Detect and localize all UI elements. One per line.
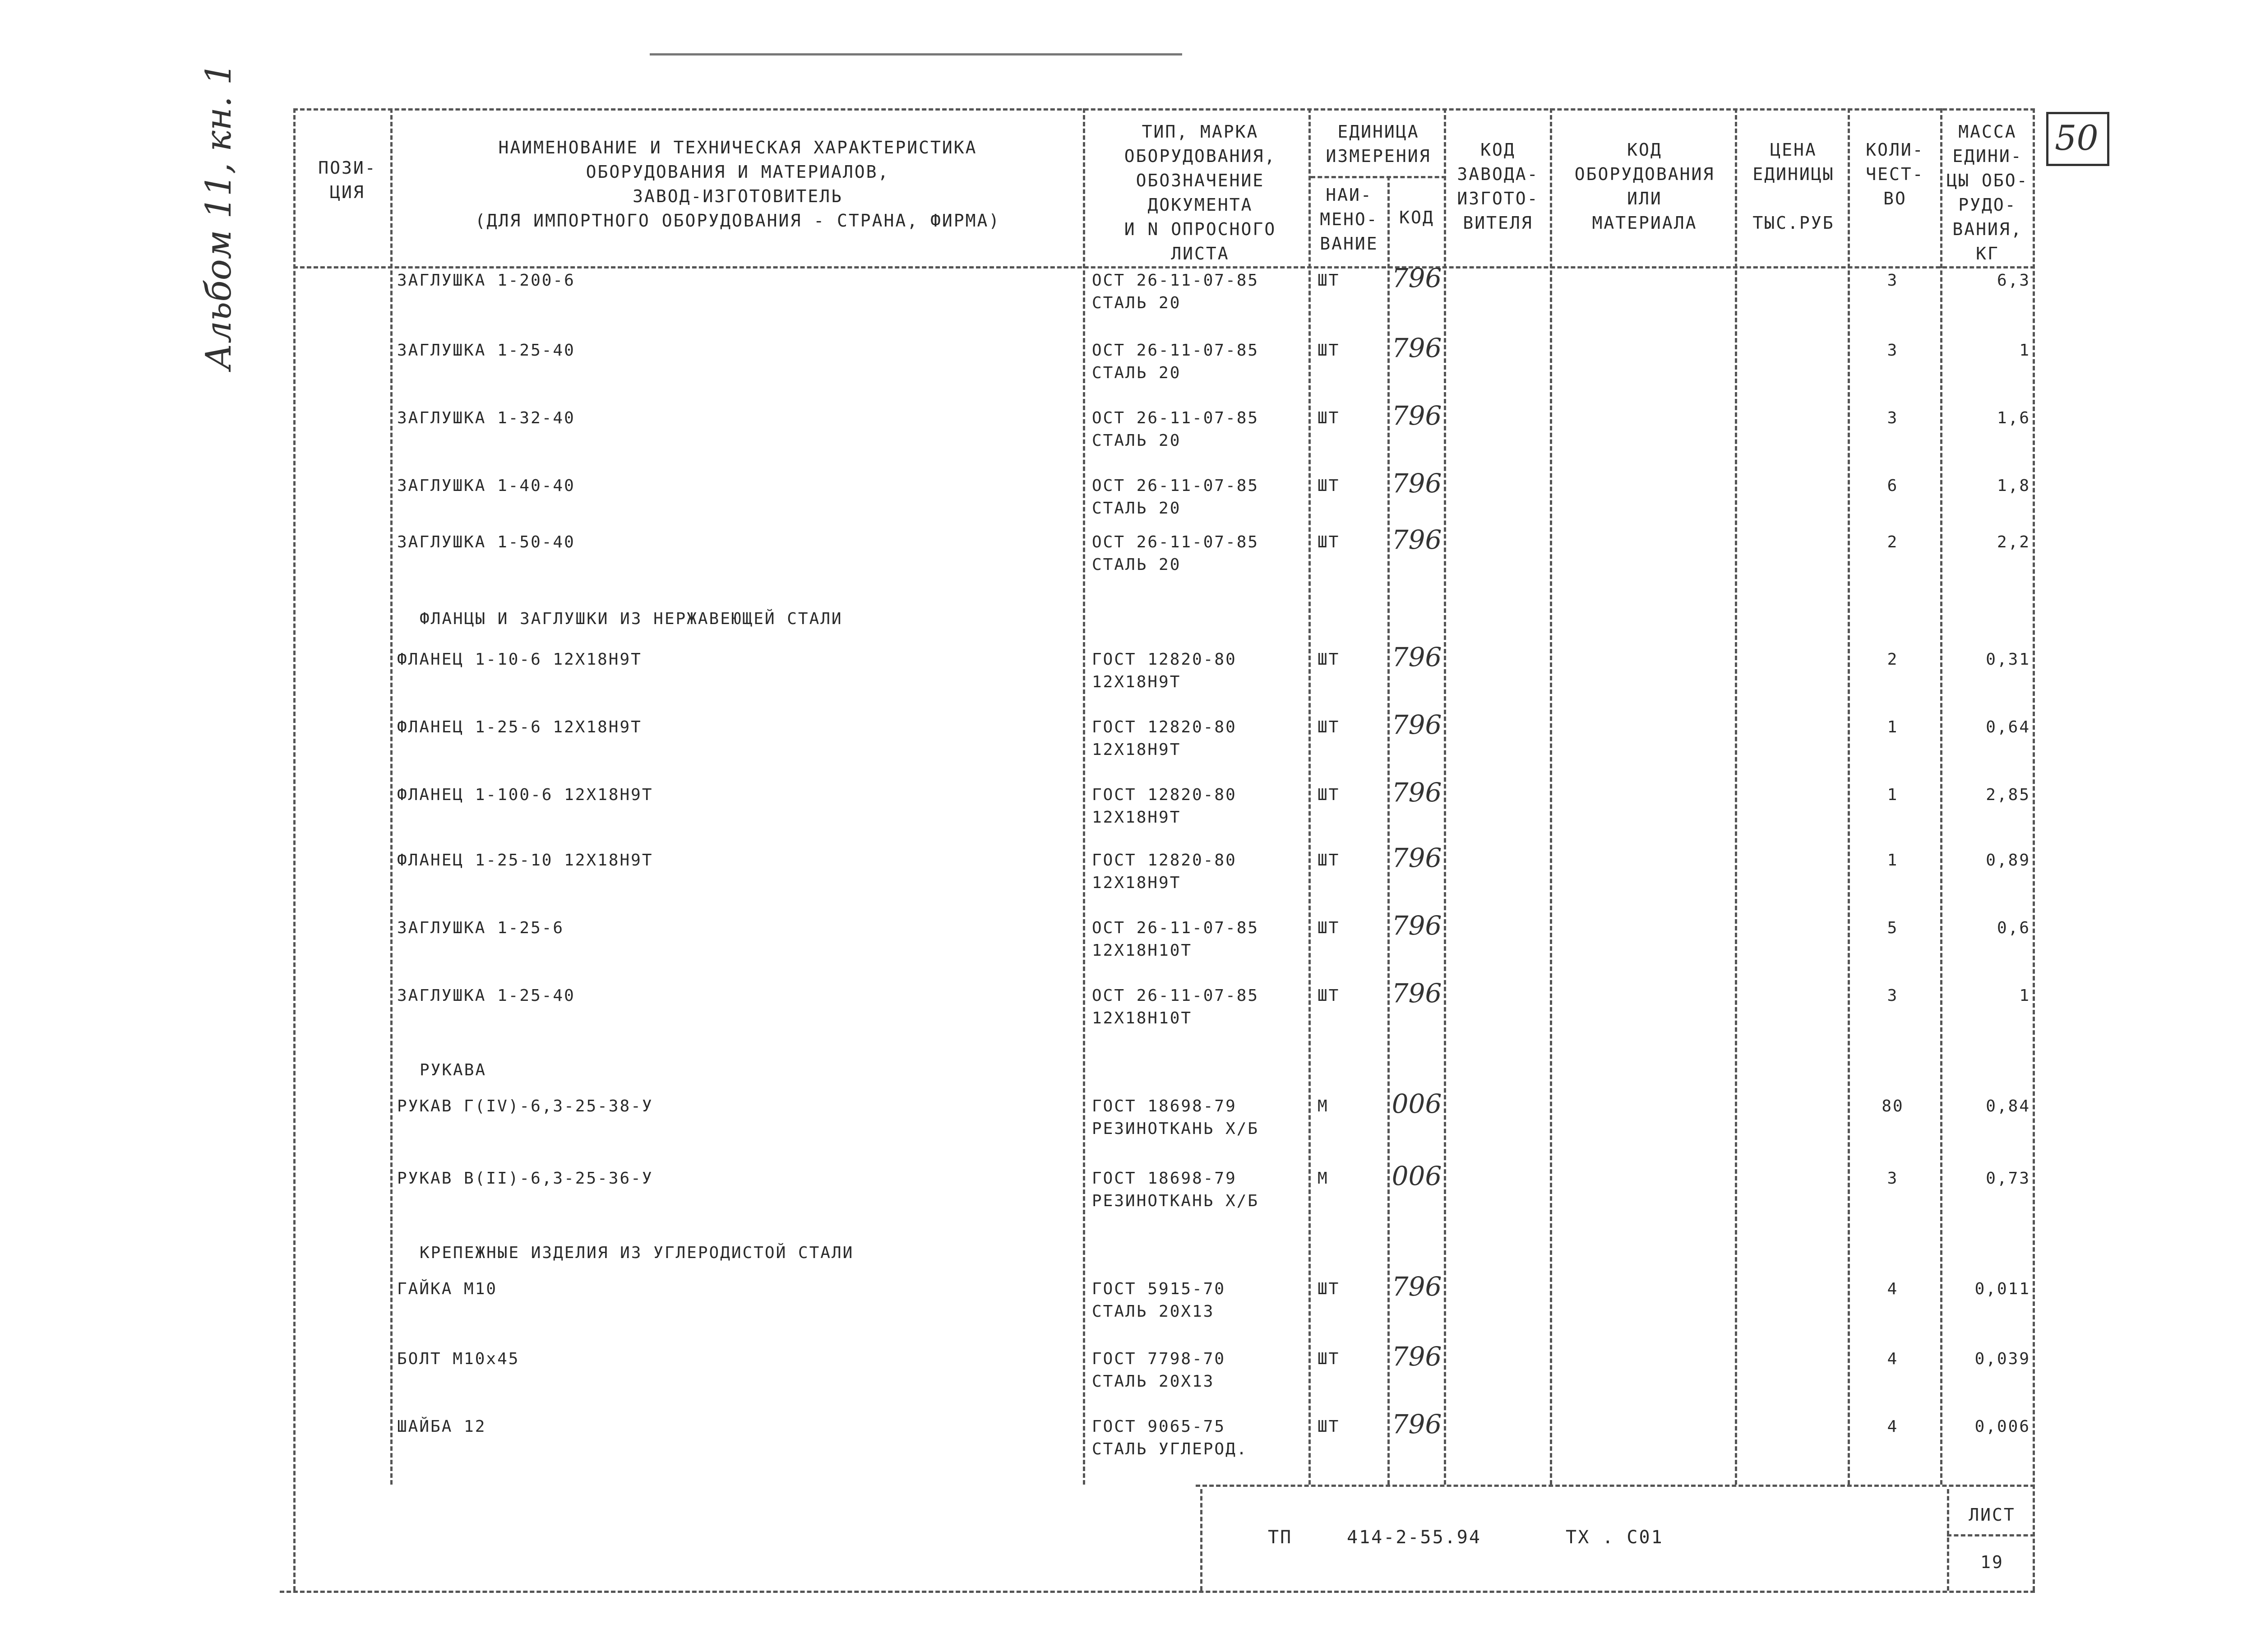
item-name: РУКАВ Г(IV)-6,3-25-38-У bbox=[397, 1097, 653, 1115]
item-unit: ШТ bbox=[1318, 533, 1340, 551]
footer-tx: ТХ . С01 bbox=[1566, 1527, 1664, 1548]
item-unit-code: 796 bbox=[1392, 910, 1442, 941]
col-name-left bbox=[390, 108, 393, 1485]
item-unit: ШТ bbox=[1318, 851, 1340, 870]
item-mass: 0,89 bbox=[1986, 851, 2030, 870]
item-quantity: 1 bbox=[1887, 718, 1899, 736]
item-quantity: 3 bbox=[1887, 1169, 1899, 1188]
item-name: ЗАГЛУШКА 1-200-6 bbox=[397, 271, 575, 290]
item-name: ФЛАНЕЦ 1-10-6 12Х18Н9Т bbox=[397, 650, 642, 669]
item-name: ЗАГЛУШКА 1-32-40 bbox=[397, 409, 575, 427]
item-quantity: 5 bbox=[1887, 919, 1899, 937]
right-border bbox=[2033, 108, 2035, 1591]
item-type-standard: ОСТ 26-11-07-85 bbox=[1092, 409, 1259, 427]
item-unit-code: 796 bbox=[1392, 1341, 1442, 1372]
item-mass: 0,64 bbox=[1986, 718, 2030, 736]
item-type-standard: ОСТ 26-11-07-85 bbox=[1092, 341, 1259, 360]
col-qty-left bbox=[1848, 108, 1850, 1485]
item-unit-code: 796 bbox=[1392, 1409, 1442, 1439]
item-type-standard: ОСТ 26-11-07-85 bbox=[1092, 533, 1259, 551]
item-unit: ШТ bbox=[1318, 477, 1340, 495]
item-mass: 2,85 bbox=[1986, 786, 2030, 804]
item-type-material: СТАЛЬ 20 bbox=[1092, 364, 1181, 382]
item-quantity: 1 bbox=[1887, 786, 1899, 804]
item-type-standard: ГОСТ 7798-70 bbox=[1092, 1350, 1226, 1368]
footer-tp: ТП bbox=[1268, 1527, 1293, 1548]
item-name: ФЛАНЕЦ 1-100-6 12Х18Н9Т bbox=[397, 786, 653, 804]
item-mass: 0,039 bbox=[1974, 1350, 2030, 1368]
album-note: Альбом 11, кн. 1 bbox=[199, 62, 239, 370]
item-quantity: 4 bbox=[1887, 1280, 1899, 1298]
item-unit: М bbox=[1318, 1097, 1329, 1115]
section-title: ФЛАНЦЫ И ЗАГЛУШКИ ИЗ НЕРЖАВЕЮЩЕЙ СТАЛИ bbox=[420, 610, 843, 628]
footer-sheet-number: 19 bbox=[1980, 1552, 2004, 1572]
item-unit-code: 796 bbox=[1392, 468, 1442, 499]
header-type: ТИП, МАРКА ОБОРУДОВАНИЯ, ОБОЗНАЧЕНИЕ ДОКУМЕНТА И N ОПРОСНОГО ЛИСТА bbox=[1124, 122, 1276, 264]
page-badge bbox=[2046, 112, 2109, 166]
item-unit: ШТ bbox=[1318, 650, 1340, 669]
left-border bbox=[293, 108, 296, 1591]
item-mass: 2,2 bbox=[1997, 533, 2030, 551]
col-unit-left bbox=[1308, 108, 1311, 1485]
item-type-material: СТАЛЬ УГЛЕРОД. bbox=[1092, 1440, 1248, 1458]
top-border bbox=[293, 108, 2035, 111]
item-type-standard: ОСТ 26-11-07-85 bbox=[1092, 986, 1259, 1005]
item-name: ГАЙКА М10 bbox=[397, 1280, 498, 1298]
item-type-standard: ГОСТ 12820-80 bbox=[1092, 786, 1237, 804]
header-price: ЦЕНА ЕДИНИЦЫ ТЫС.РУБ bbox=[1752, 140, 1835, 233]
header-plant-code: КОД ЗАВОДА- ИЗГОТО- ВИТЕЛЯ bbox=[1457, 140, 1539, 233]
col-equipment-left bbox=[1550, 108, 1552, 1485]
item-unit: ШТ bbox=[1318, 919, 1340, 937]
item-unit-code: 006 bbox=[1392, 1161, 1442, 1191]
item-name: ФЛАНЕЦ 1-25-10 12Х18Н9Т bbox=[397, 851, 653, 870]
item-type-material: 12Х18Н10Т bbox=[1092, 1009, 1193, 1027]
item-quantity: 3 bbox=[1887, 409, 1899, 427]
item-mass: 0,6 bbox=[1997, 919, 2030, 937]
footer-sheet-label: ЛИСТ bbox=[1969, 1505, 2016, 1525]
item-mass: 6,3 bbox=[1997, 271, 2030, 290]
item-mass: 0,006 bbox=[1974, 1417, 2030, 1436]
item-name: РУКАВ В(II)-6,3-25-36-У bbox=[397, 1169, 653, 1188]
item-unit: ШТ bbox=[1318, 986, 1340, 1005]
item-type-material: СТАЛЬ 20 bbox=[1092, 499, 1181, 518]
header-bottom-border bbox=[293, 266, 2035, 268]
item-mass: 0,73 bbox=[1986, 1169, 2030, 1188]
col-type-left bbox=[1083, 108, 1085, 1485]
item-type-material: 12Х18Н9Т bbox=[1092, 808, 1181, 827]
item-unit: М bbox=[1318, 1169, 1329, 1188]
item-mass: 0,84 bbox=[1986, 1097, 2030, 1115]
item-name: ФЛАНЕЦ 1-25-6 12Х18Н9Т bbox=[397, 718, 642, 736]
unit-divider bbox=[1311, 176, 1446, 178]
item-unit-code: 796 bbox=[1392, 777, 1442, 808]
item-unit-code: 796 bbox=[1392, 400, 1442, 431]
item-name: ЗАГЛУШКА 1-25-40 bbox=[397, 986, 575, 1005]
item-unit: ШТ bbox=[1318, 718, 1340, 736]
item-type-standard: ГОСТ 9065-75 bbox=[1092, 1417, 1226, 1436]
item-unit-code: 796 bbox=[1392, 709, 1442, 740]
item-type-standard: ГОСТ 12820-80 bbox=[1092, 851, 1237, 870]
item-quantity: 3 bbox=[1887, 986, 1899, 1005]
item-unit-code: 796 bbox=[1392, 1271, 1442, 1302]
item-type-standard: ГОСТ 12820-80 bbox=[1092, 718, 1237, 736]
item-type-standard: ГОСТ 12820-80 bbox=[1092, 650, 1237, 669]
header-mass: МАССА ЕДИНИ- ЦЫ ОБО- РУДО- ВАНИЯ, КГ bbox=[1946, 122, 2029, 264]
item-type-material: СТАЛЬ 20 bbox=[1092, 294, 1181, 312]
item-unit-code: 796 bbox=[1392, 978, 1442, 1009]
item-quantity: 1 bbox=[1887, 851, 1899, 870]
col-plant-left bbox=[1444, 108, 1446, 1485]
item-quantity: 2 bbox=[1887, 533, 1899, 551]
header-unit-code: КОД bbox=[1399, 208, 1434, 227]
item-type-material: РЕЗИНОТКАНЬ Х/Б bbox=[1092, 1120, 1259, 1138]
item-type-standard: ОСТ 26-11-07-85 bbox=[1092, 477, 1259, 495]
item-unit-code: 006 bbox=[1392, 1088, 1442, 1119]
header-unit: ЕДИНИЦА ИЗМЕРЕНИЯ bbox=[1326, 122, 1431, 166]
item-type-material: 12Х18Н9Т bbox=[1092, 673, 1181, 691]
item-unit: ШТ bbox=[1318, 786, 1340, 804]
item-mass: 1,8 bbox=[1997, 477, 2030, 495]
header-qty: КОЛИ- ЧЕСТ- ВО bbox=[1866, 140, 1924, 208]
item-unit-code: 796 bbox=[1392, 263, 1442, 293]
item-type-standard: ГОСТ 18698-79 bbox=[1092, 1169, 1237, 1188]
item-quantity: 2 bbox=[1887, 650, 1899, 669]
item-unit: ШТ bbox=[1318, 341, 1340, 360]
item-type-material: СТАЛЬ 20Х13 bbox=[1092, 1302, 1215, 1321]
item-unit-code: 796 bbox=[1392, 524, 1442, 555]
item-unit-code: 796 bbox=[1392, 642, 1442, 672]
item-type-material: РЕЗИНОТКАНЬ Х/Б bbox=[1092, 1192, 1259, 1210]
item-unit: ШТ bbox=[1318, 1280, 1340, 1298]
col-price-left bbox=[1735, 108, 1737, 1485]
item-name: ШАЙБА 12 bbox=[397, 1417, 486, 1436]
item-quantity: 80 bbox=[1882, 1097, 1904, 1115]
item-type-material: 12Х18Н9Т bbox=[1092, 874, 1181, 892]
page-badge-number: 50 bbox=[2055, 118, 2099, 158]
item-name: ЗАГЛУШКА 1-25-40 bbox=[397, 341, 575, 360]
item-mass: 1 bbox=[2019, 341, 2030, 360]
item-unit-code: 796 bbox=[1392, 842, 1442, 873]
top-rule bbox=[650, 53, 1182, 56]
item-type-material: 12Х18Н10Т bbox=[1092, 941, 1193, 960]
item-unit-code: 796 bbox=[1392, 333, 1442, 363]
item-name: ЗАГЛУШКА 1-50-40 bbox=[397, 533, 575, 551]
footer-doc-number: 414-2-55.94 bbox=[1347, 1527, 1481, 1548]
stamp-left-border bbox=[1200, 1489, 1202, 1591]
bottom-border bbox=[280, 1591, 2035, 1593]
item-type-material: СТАЛЬ 20 bbox=[1092, 431, 1181, 450]
sheet-divider bbox=[1947, 1534, 2035, 1536]
item-type-standard: ГОСТ 18698-79 bbox=[1092, 1097, 1237, 1115]
sheet-left-border bbox=[1947, 1489, 1949, 1591]
item-mass: 1 bbox=[2019, 986, 2030, 1005]
item-unit: ШТ bbox=[1318, 1350, 1340, 1368]
section-title: КРЕПЕЖНЫЕ ИЗДЕЛИЯ ИЗ УГЛЕРОДИСТОЙ СТАЛИ bbox=[420, 1244, 854, 1262]
item-type-material: СТАЛЬ 20Х13 bbox=[1092, 1372, 1215, 1391]
item-quantity: 4 bbox=[1887, 1417, 1899, 1436]
header-position: ПОЗИ- ЦИЯ bbox=[318, 158, 377, 202]
item-quantity: 3 bbox=[1887, 341, 1899, 360]
item-quantity: 4 bbox=[1887, 1350, 1899, 1368]
item-quantity: 3 bbox=[1887, 271, 1899, 290]
item-mass: 0,011 bbox=[1974, 1280, 2030, 1298]
item-unit: ШТ bbox=[1318, 1417, 1340, 1436]
item-type-material: 12Х18Н9Т bbox=[1092, 740, 1181, 759]
stamp-top-border bbox=[1196, 1485, 2035, 1487]
item-quantity: 6 bbox=[1887, 477, 1899, 495]
item-name: ЗАГЛУШКА 1-25-6 bbox=[397, 919, 564, 937]
item-mass: 1,6 bbox=[1997, 409, 2030, 427]
item-type-standard: ГОСТ 5915-70 bbox=[1092, 1280, 1226, 1298]
item-name: ЗАГЛУШКА 1-40-40 bbox=[397, 477, 575, 495]
section-title: РУКАВА bbox=[420, 1061, 487, 1079]
item-unit: ШТ bbox=[1318, 409, 1340, 427]
item-type-standard: ОСТ 26-11-07-85 bbox=[1092, 271, 1259, 290]
item-name: БОЛТ М10х45 bbox=[397, 1350, 520, 1368]
item-mass: 0,31 bbox=[1986, 650, 2030, 669]
item-type-standard: ОСТ 26-11-07-85 bbox=[1092, 919, 1259, 937]
header-equipment-code: КОД ОБОРУДОВАНИЯ ИЛИ МАТЕРИАЛА bbox=[1574, 140, 1715, 233]
header-name: НАИМЕНОВАНИЕ И ТЕХНИЧЕСКАЯ ХАРАКТЕРИСТИКА ОБОРУДОВАНИЯ И МАТЕРИАЛОВ, ЗАВОД-ИЗГОТОВИТЕЛЬ (ДЛЯ ИМПОРТНОГО ОБОРУДОВАНИЯ - СТРАНА, ФИРМА) bbox=[475, 138, 1001, 231]
item-unit: ШТ bbox=[1318, 271, 1340, 290]
header-unit-name: НАИ- МЕНО- ВАНИЕ bbox=[1320, 185, 1378, 254]
item-type-material: СТАЛЬ 20 bbox=[1092, 555, 1181, 574]
